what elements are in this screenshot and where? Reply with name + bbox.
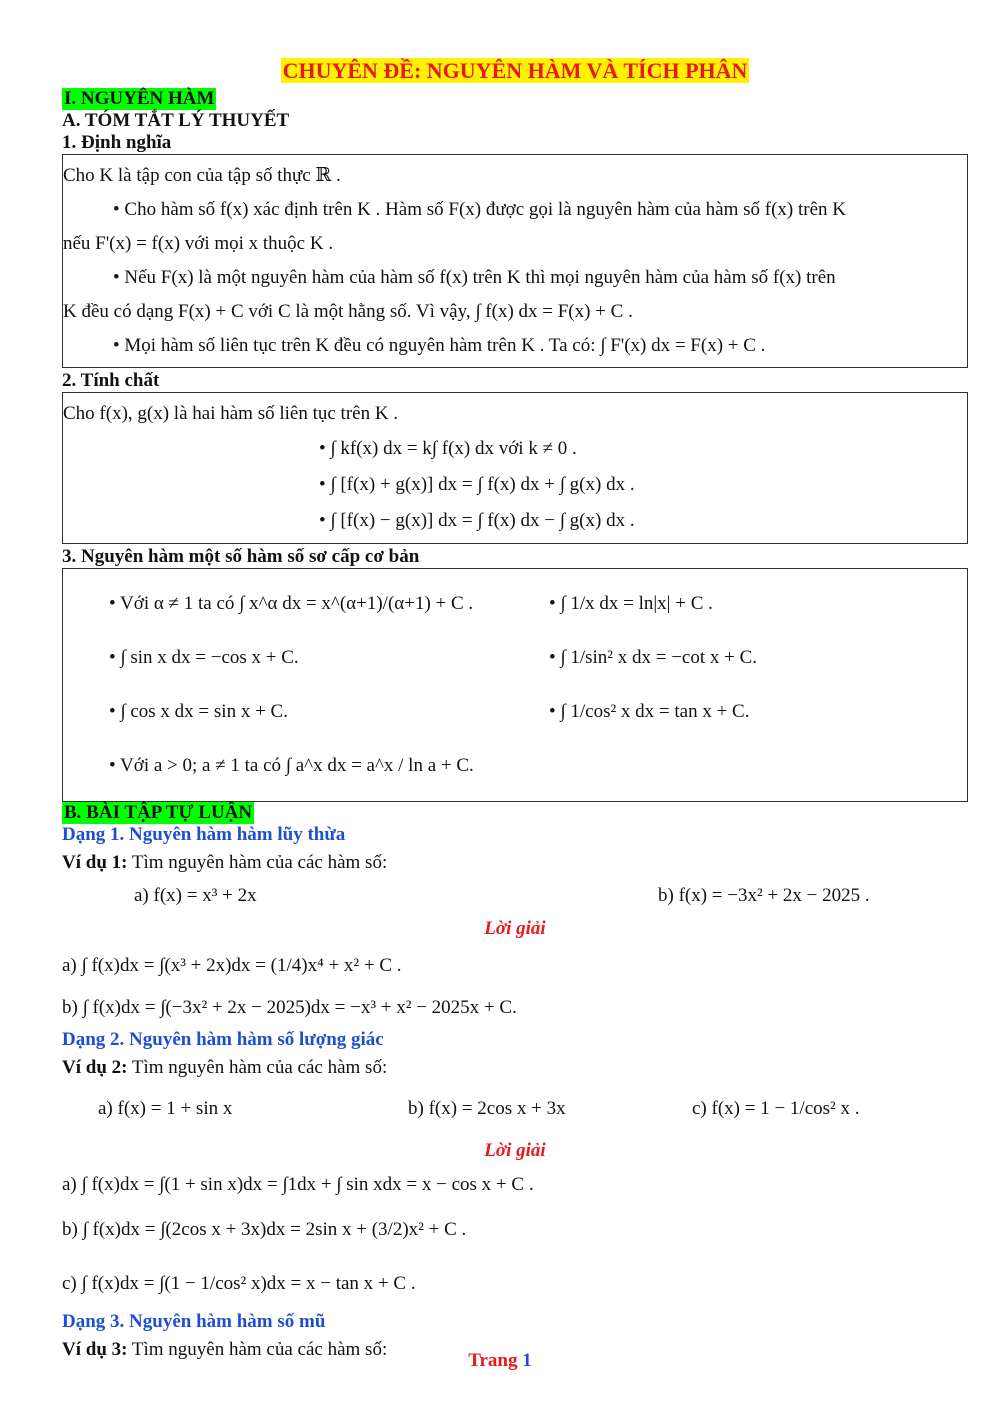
example-1-items <box>62 879 968 912</box>
def-line: • Mọi hàm số liên tục trên K đều có nguyên hàm trên K . Ta có: ∫ F'(x) dx = F(x) + C . <box>113 335 766 356</box>
section-heading-a: A. TÓM TẮT LÝ THUYẾT <box>62 110 290 131</box>
page-footer: Trang 1 <box>468 1350 532 1371</box>
type-heading-1: Dạng 1. Nguyên hàm hàm lũy thừa <box>62 824 346 845</box>
heading-definition: 1. Định nghĩa <box>62 132 172 153</box>
properties-box <box>62 392 968 544</box>
document-page <box>62 58 968 1366</box>
prop-intro: Cho f(x), g(x) là hai hàm số liên tục trên K . <box>63 403 399 424</box>
example-item: b) f(x) = 2cos x + 3x <box>408 1098 566 1119</box>
solution-line: c) ∫ f(x)dx = ∫(1 − 1/cos² x)dx = x − tan x + C . <box>62 1273 416 1294</box>
example-2-prompt: Ví dụ 2: Tìm nguyên hàm của các hàm số: <box>62 1057 388 1078</box>
def-line: nếu F'(x) = f(x) với mọi x thuộc K . <box>63 233 334 254</box>
solution-line: a) ∫ f(x)dx = ∫(x³ + 2x)dx = (1/4)x⁴ + x² + C . <box>62 955 402 976</box>
property-list <box>63 431 967 539</box>
example-3-prompt: Ví dụ 3: Tìm nguyên hàm của các hàm số: <box>62 1339 388 1360</box>
property-item: • ∫ kf(x) dx = k∫ f(x) dx với k ≠ 0 . <box>319 438 577 459</box>
section-heading-b: B. BÀI TẬP TỰ LUẬN <box>64 802 253 823</box>
def-line: • Nếu F(x) là một nguyên hàm của hàm số f(x) trên K thì mọi nguyên hàm của hàm số f(x) trên <box>113 267 836 288</box>
solution-label: Lời giải <box>484 1140 546 1161</box>
type-heading-2: Dạng 2. Nguyên hàm hàm số lượng giác <box>62 1029 384 1050</box>
example-1-prompt: Ví dụ 1: Tìm nguyên hàm của các hàm số: <box>62 852 388 873</box>
example-item: a) f(x) = 1 + sin x <box>98 1098 233 1119</box>
property-item: • ∫ [f(x) + g(x)] dx = ∫ f(x) dx + ∫ g(x) dx . <box>319 474 635 495</box>
example-2-items <box>62 1084 968 1134</box>
type-heading-3: Dạng 3. Nguyên hàm hàm số mũ <box>62 1311 326 1332</box>
def-line: K đều có dạng F(x) + C với C là một hằng số. Vì vậy, ∫ f(x) dx = F(x) + C . <box>63 301 633 322</box>
solution-line: b) ∫ f(x)dx = ∫(−3x² + 2x − 2025)dx = −x³ + x² − 2025x + C. <box>62 997 517 1018</box>
solution-line: a) ∫ f(x)dx = ∫(1 + sin x)dx = ∫1dx + ∫ sin xdx = x − cos x + C . <box>62 1174 534 1195</box>
property-item: • ∫ [f(x) − g(x)] dx = ∫ f(x) dx − ∫ g(x) dx . <box>319 510 635 531</box>
def-line: • Cho hàm số f(x) xác định trên K . Hàm số F(x) được gọi là nguyên hàm của hàm số f(x) trên K <box>113 199 846 220</box>
formula-sin: • ∫ sin x dx = −cos x + C. <box>109 647 299 668</box>
heading-basic-antiderivatives: 3. Nguyên hàm một số hàm số sơ cấp cơ bản <box>62 546 420 567</box>
formula-cos: • ∫ cos x dx = sin x + C. <box>109 701 288 722</box>
page-title: CHUYÊN ĐỀ: NGUYÊN HÀM VÀ TÍCH PHÂN <box>282 58 748 83</box>
example-item: a) f(x) = x³ + 2x <box>134 885 257 906</box>
formula-power: • Với α ≠ 1 ta có ∫ x^α dx = x^(α+1)/(α+1) + C . <box>109 593 474 614</box>
formula-table <box>62 568 968 802</box>
heading-properties: 2. Tính chất <box>62 370 160 391</box>
definition-box <box>62 154 968 368</box>
formula-reciprocal: • ∫ 1/x dx = ln|x| + C . <box>549 593 713 614</box>
solution-label: Lời giải <box>484 918 546 939</box>
section-heading-1: I. NGUYÊN HÀM <box>64 88 215 109</box>
solution-line: b) ∫ f(x)dx = ∫(2cos x + 3x)dx = 2sin x + (3/2)x² + C . <box>62 1219 467 1240</box>
example-item: c) f(x) = 1 − 1/cos² x . <box>692 1098 860 1119</box>
example-item: b) f(x) = −3x² + 2x − 2025 . <box>658 885 870 906</box>
formula-inv-cos2: • ∫ 1/cos² x dx = tan x + C. <box>549 701 750 722</box>
formula-exp: • Với a > 0; a ≠ 1 ta có ∫ a^x dx = a^x / ln a + C. <box>109 755 474 776</box>
formula-inv-sin2: • ∫ 1/sin² x dx = −cot x + C. <box>549 647 758 668</box>
def-line: Cho K là tập con của tập số thực ℝ . <box>63 165 341 186</box>
